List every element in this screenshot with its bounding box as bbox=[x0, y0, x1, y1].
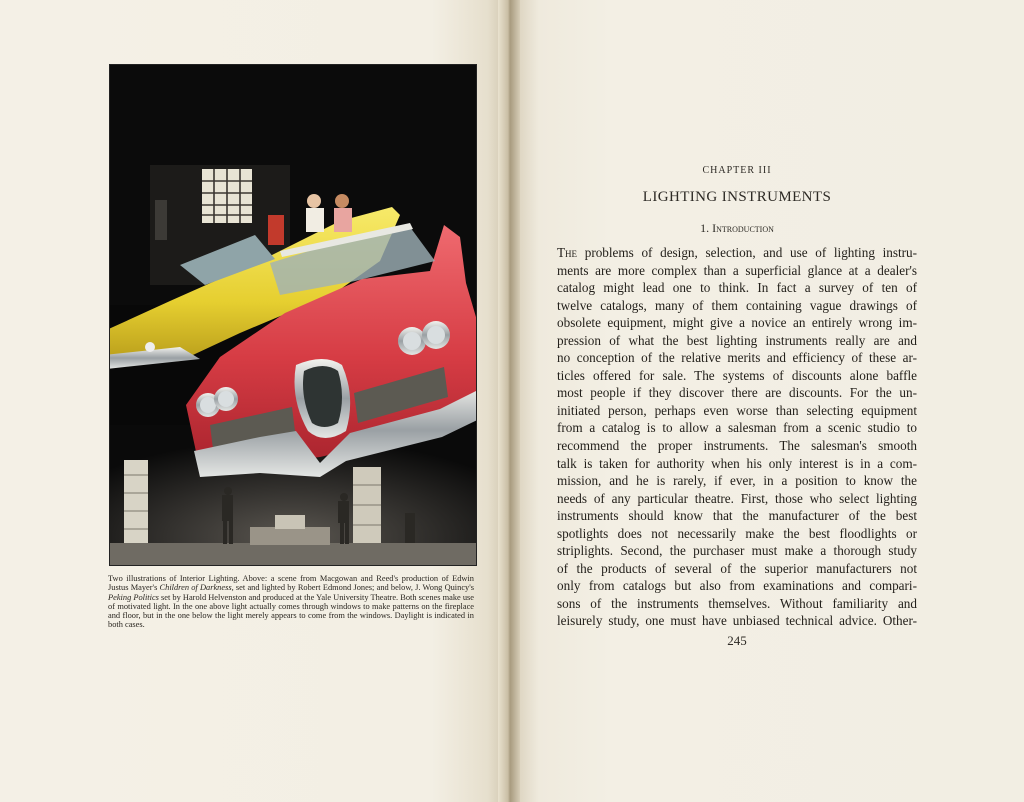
text-line: mission, and he is rarely, if ever, in a position to know the bbox=[557, 473, 917, 489]
window-icon bbox=[202, 169, 252, 223]
text-line: instruments should know that the manufacturer of the best bbox=[557, 508, 917, 524]
photo-plate bbox=[109, 64, 477, 566]
text-line: catalog might lead one to think. In fact a survey of ten of bbox=[557, 280, 917, 296]
drop-word: The bbox=[557, 245, 578, 260]
text-line: of the products of several of the superior manufacturers not bbox=[557, 560, 917, 576]
text-line: from a catalog is to allow a salesman from a scenic studio to bbox=[557, 420, 917, 436]
caption-title-peking-politics: Peking Politics bbox=[108, 592, 159, 602]
text-line: pression of what the best lighting instruments really are and bbox=[557, 332, 917, 348]
chapter-title: LIGHTING INSTRUMENTS bbox=[642, 189, 832, 205]
caption-text: set and lighted by Robert Edmond Jones; and below, J. Wong Quincy's bbox=[233, 583, 474, 593]
left-page bbox=[0, 0, 508, 802]
text-line: initiated person, perhaps even worse than selecting equipment bbox=[557, 402, 917, 418]
caption-text: Two illustrations of Interior Lighting. Above: a scene from Macgowan and Reed's production of Edwin Justus Mayer's bbox=[108, 574, 474, 593]
text-line: no conception of the relative merits and efficiency of these ar- bbox=[557, 350, 917, 366]
caption-title-children-of-darkness: Children of Darkness, bbox=[159, 583, 234, 593]
text-line: needs of any particular theatre. First, those who select lighting bbox=[557, 490, 917, 506]
caption-text: set by Harold Helvenston and produced at the Yale University Theatre. Both scenes make use of motivated light. In the one above light actually comes through windows to make patterns on the fireplace and floor, but in the one below the light merely appears to come from the windows. Daylight is indicated in both cases. bbox=[108, 592, 474, 630]
section-heading: 1. Introduction bbox=[700, 221, 774, 235]
text-line: twelve catalogs, many of them containing vague drawings of bbox=[557, 297, 917, 313]
text-line: sons of the instruments themselves. Without familiarity and bbox=[557, 595, 917, 611]
page-number: 245 bbox=[727, 633, 747, 648]
book-gutter bbox=[498, 0, 520, 802]
text-line: only from catalogs but also from examinations and compari- bbox=[557, 578, 917, 594]
car-collage-illustration bbox=[110, 65, 476, 565]
text-line: talk is taken for authority when his only interest is in a com- bbox=[557, 455, 917, 471]
text-line: spotlights does not necessarily make the best floodlights or bbox=[557, 525, 917, 541]
text-line: striplights. Second, the purchaser must make a thorough study bbox=[557, 543, 917, 559]
text-line: ments are more complex than a superficial glance at a dealer's bbox=[557, 262, 917, 278]
text-line: recommend the proper instruments. The salesman's smooth bbox=[557, 438, 917, 454]
text-line: obsolete equipment, might give a novice an entirely wrong im- bbox=[557, 315, 917, 331]
body-paragraph bbox=[557, 244, 917, 630]
text-line: most people if they discover there are discounts. For the un- bbox=[557, 385, 917, 401]
chapter-number: CHAPTER III bbox=[702, 165, 772, 176]
text-line-content: problems of design, selection, and use of lighting instru- bbox=[577, 245, 917, 260]
text-line bbox=[557, 244, 917, 262]
illustration-caption bbox=[108, 574, 474, 630]
text-line: leisurely study, one must have unbiased technical advice. Other- bbox=[557, 613, 917, 629]
text-line: ticles offered for sale. The systems of discounts alone baffle bbox=[557, 367, 917, 383]
